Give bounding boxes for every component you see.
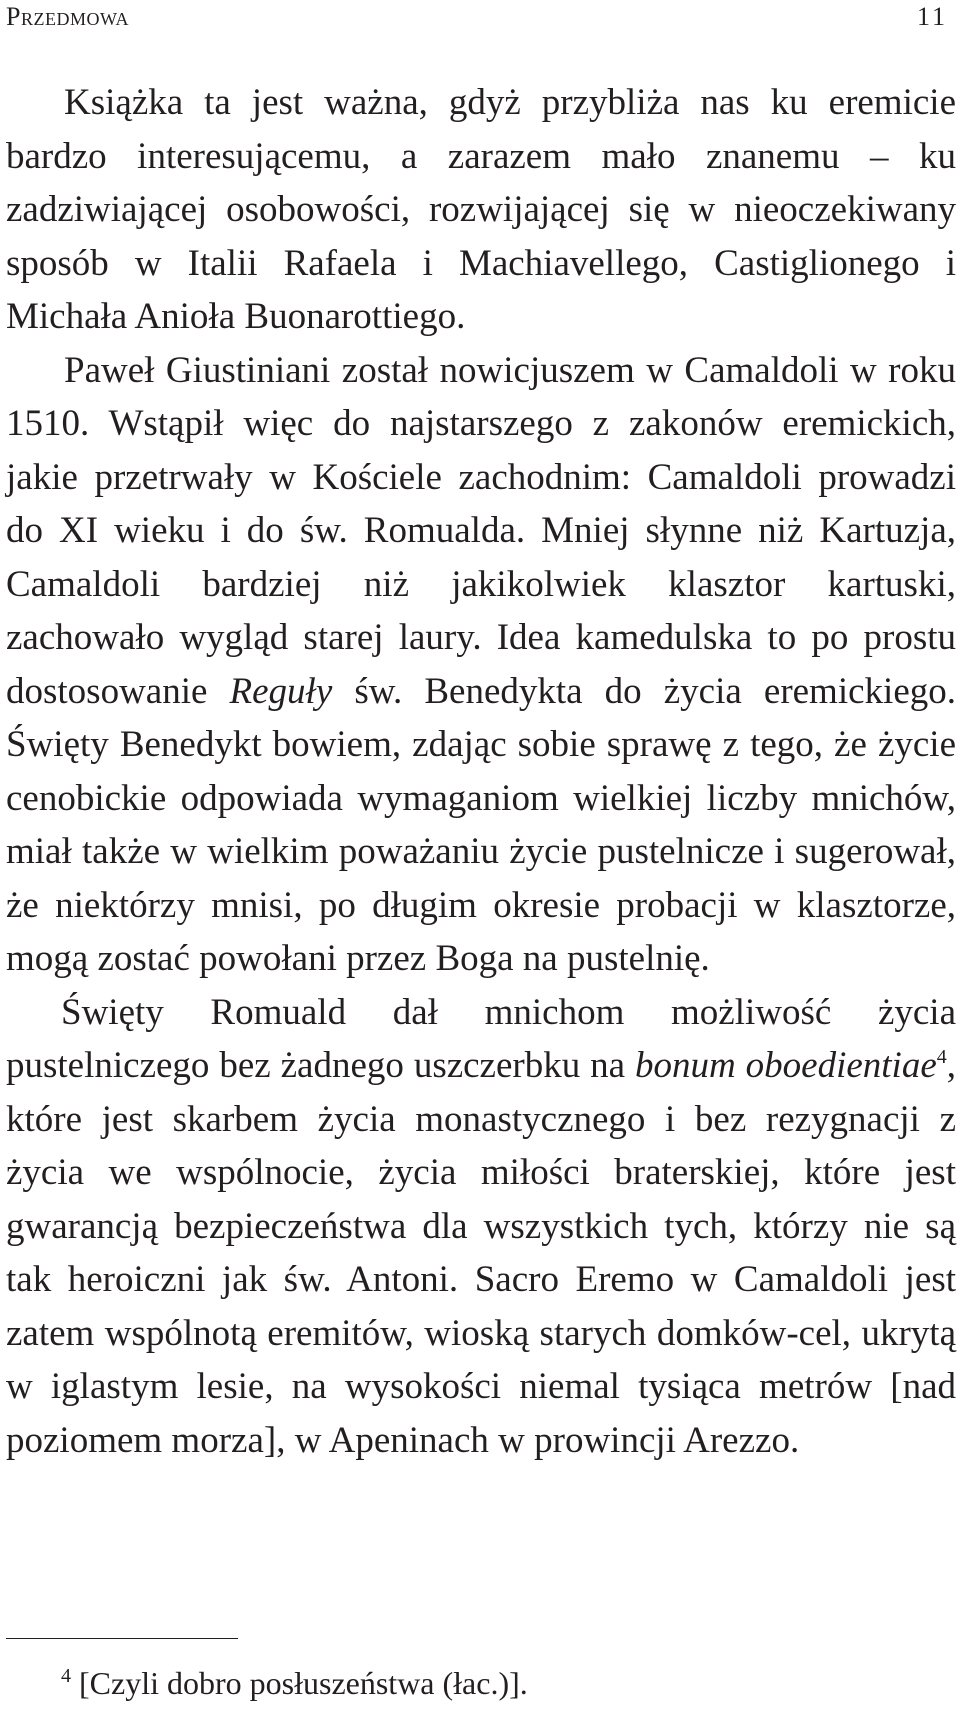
paragraph-2-text-end: św. Benedykta do życia eremickiego. Święty Benedykt bowiem, zdając sobie sprawę z tego, że życie cenobickie odpowiada wymaganiom wielkiej liczby mnichów, miał także w wielkim poważaniu życie pustelnicze i sugerował, że niektórzy mnisi, po długim okresie probacji w klasztorze, mogą zostać powołani przez Boga na pustelnię.: [6, 670, 956, 979]
italic-term-bonum-oboedientiae: bonum oboedientiae: [635, 1045, 937, 1086]
footnote-number: 4: [61, 1665, 71, 1687]
paragraph-3: [6, 986, 956, 1468]
chapter-title: Przedmowa: [6, 2, 129, 31]
paragraph-2-text-start: Paweł Giustiniani został nowicjuszem w Camaldoli w roku 1510. Wstąpił więc do najstarszego z zakonów eremickich, jakie przetrwały w Kościele zachodnim: Camaldoli prowadzi do XI wieku i do św. Romualda. Mniej słynne niż Kartuzja, Camaldoli bardziej niż jakikolwiek klasztor kartuski, zachowało wygląd starej laury. Idea kamedulska to po prostu dostosowanie: [6, 349, 956, 712]
paragraph-2: [6, 344, 956, 986]
paragraph-3-text-end: , które jest skarbem życia monastycznego i bez rezygnacji z życia we wspólnocie, życia miłości braterskiej, które jest gwarancją bezpieczeństwa dla wszystkich tych, którzy nie są tak heroiczni jak św. Antoni. Sacro Eremo w Camaldoli jest zatem wspólnotą eremitów, wioską starych domków-cel, ukrytą w iglastym lesie, na wysokości niemal tysiąca metrów [nad poziomem morza], w Apeninach w prowincji Arezzo.: [6, 1045, 957, 1461]
footnote: [6, 1656, 960, 1703]
footnote-text: [Czyli dobro posłuszeństwa (łac.)].: [79, 1665, 528, 1701]
body-text: [6, 76, 956, 1467]
page-number: 11: [916, 2, 948, 31]
running-header: [6, 2, 948, 38]
paragraph-1-text: Książka ta jest ważna, gdyż przybliża nas ku eremicie bardzo interesującemu, a zarazem mało znanemu – ku zadziwiającej osobowości, rozwijającej się w nieoczekiwany sposób w Italii Rafaela i Machiavellego, Castiglionego i Michała Anioła Buonarottiego.: [6, 82, 956, 337]
footnote-reference[interactable]: 4: [936, 1046, 947, 1068]
italic-term-reguly: Reguły: [229, 670, 333, 712]
footnote-divider: [6, 1638, 238, 1639]
paragraph-1: [6, 76, 956, 344]
paragraph-3-text-start: Święty Romuald dał mnichom możliwość życia pustelniczego bez żadnego uszczerbku na: [6, 991, 956, 1086]
